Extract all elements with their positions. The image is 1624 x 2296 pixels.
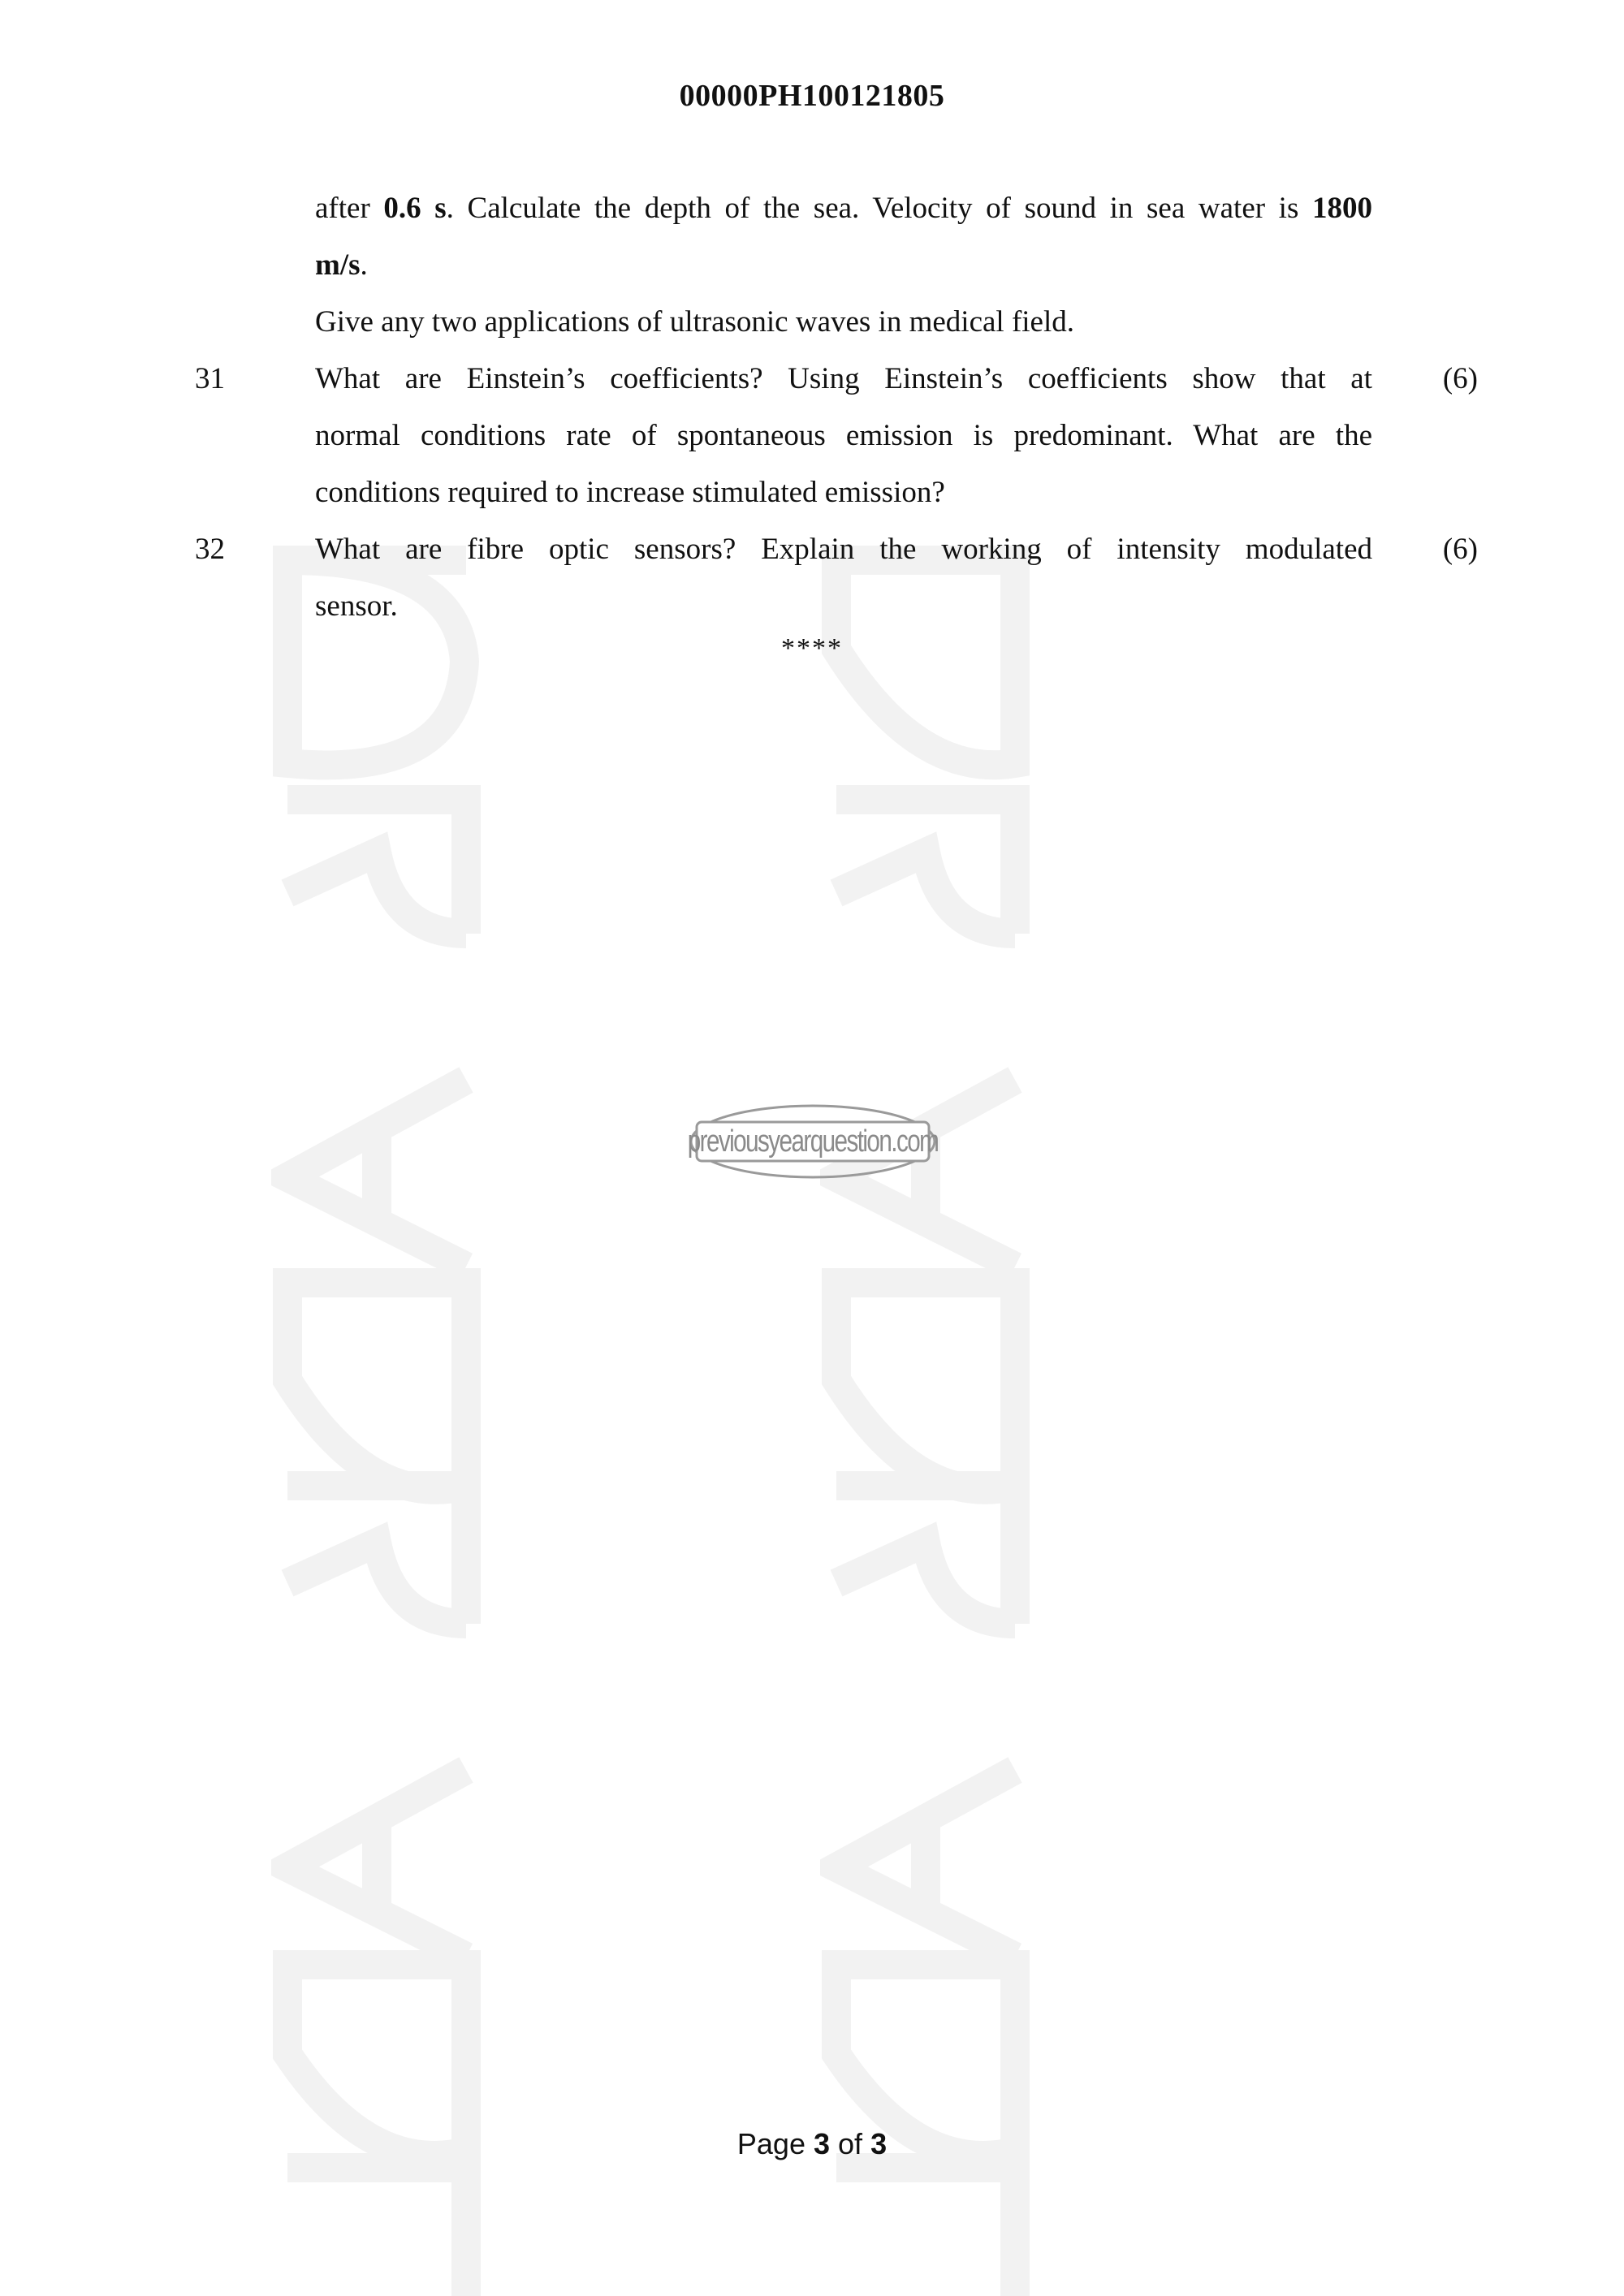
question-number: 31	[195, 362, 225, 395]
question-text: What are fibre optic sensors? Explain the working of intensity modulated	[315, 533, 1372, 566]
question-32-line-1	[0, 521, 1624, 578]
question-text: normal conditions rate of spontaneous emission is predominant. What are the	[315, 419, 1372, 452]
site-logo	[689, 1103, 937, 1180]
bold-value: 0.6 s	[383, 192, 447, 225]
question-31-line-3	[0, 464, 1624, 521]
question-marks: (6)	[1442, 533, 1478, 566]
continuation-text	[315, 180, 1372, 237]
bold-value: 1800	[1311, 192, 1372, 225]
question-content	[0, 180, 1624, 635]
text-run: . Calculate the depth of the sea. Velocity of sound in sea water is	[446, 192, 1312, 225]
question-31-line-2	[0, 408, 1624, 464]
page-footer	[0, 2127, 1624, 2161]
end-marker: ****	[781, 633, 843, 663]
question-31-line-1	[0, 351, 1624, 408]
question-text: conditions required to increase stimulated emission?	[315, 476, 945, 509]
paper-code: 00000PH100121805	[679, 79, 945, 113]
question-marks: (6)	[1442, 362, 1478, 395]
continuation-text	[315, 237, 1372, 294]
question-number: 32	[195, 533, 225, 566]
text-run: .	[360, 248, 368, 282]
continuation-line-1	[0, 180, 1624, 237]
question-text: What are Einstein’s coefficients? Using Einstein’s coefficients show that at	[315, 362, 1372, 395]
continuation-line-3	[0, 294, 1624, 351]
continuation-text: Give any two applications of ultrasonic waves in medical field.	[315, 305, 1075, 339]
text-run: after	[315, 192, 384, 225]
logo-text: previousyearquestion.com	[687, 1124, 939, 1159]
current-page: 3	[813, 2127, 831, 2160]
question-text: sensor.	[315, 589, 398, 623]
of-label: of	[838, 2127, 863, 2160]
bold-unit: m/s	[315, 248, 361, 282]
page-label: Page	[736, 2127, 806, 2160]
total-pages: 3	[870, 2127, 888, 2160]
question-32-line-2	[0, 578, 1624, 635]
continuation-line-2	[0, 237, 1624, 294]
